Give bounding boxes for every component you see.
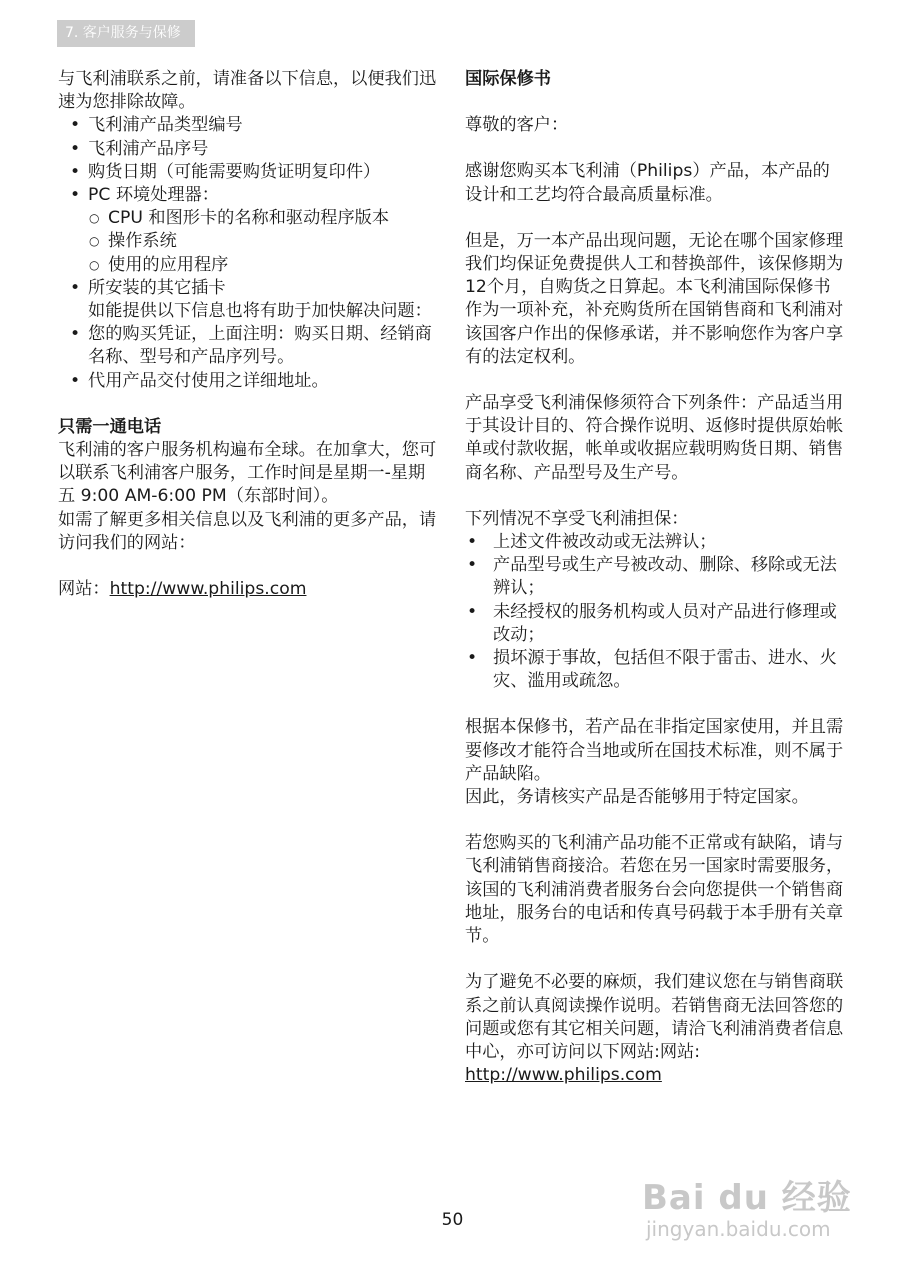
sub-list-item: ○ 操作系统 <box>58 230 442 253</box>
website-label: 网站： <box>58 579 110 600</box>
sub-list-item: ○ 使用的应用程序 <box>58 254 442 277</box>
paragraph: 为了避免不必要的麻烦，我们建议您在与销售商联系之前认真阅读操作说明。若销售商无法回答您的问题或您有其它相关问题，请洽飞利浦消费者信息中心，亦可访问以下网站:网站: http://www.philips.com <box>465 972 844 1086</box>
paragraph: 但是，万一本产品出现问题，无论在哪个国家修理我们均保证免费提供人工和替换部件，该保修期为12个月，自购货之日算起。本飞利浦国际保修书作为一项补充，补充购货所在国销售商和飞利浦对该国客户作出的保修承诺，并不影响您作为客户享有的法定权利。 <box>465 230 844 367</box>
pc-environment-label: PC 环境处理器： <box>88 185 219 206</box>
list-item <box>58 184 442 277</box>
phone-text: 飞利浦的客户服务机构遍布全球。在加拿大，您可以联系飞利浦客户服务，工作时间是星期一-星期五 9:00 AM-6:00 PM（东部时间）。 <box>58 440 437 507</box>
watermark-url: jingyan.baidu.com <box>646 1217 831 1241</box>
list-item: • 上述文件被改动或无法辨认； <box>465 531 845 554</box>
paragraph: 若您购买的飞利浦产品功能不正常或有缺陷，请与飞利浦销售商接洽。若您在另一国家时需要服务，该国的飞利浦消费者服务台会向您提供一个销售商地址，服务台的电话和传真号码载于本手册有关章节。 <box>465 833 844 947</box>
extra-info-text: 如能提供以下信息也将有助于加快解决问题： <box>88 301 432 322</box>
website-link[interactable]: http://www.philips.com <box>109 579 307 600</box>
more-info-text: 如需了解更多相关信息以及飞利浦的更多产品，请访问我们的网站： <box>58 509 437 553</box>
paragraph: 根据本保修书，若产品在非指定国家使用，并且需要修改才能符合当地或所在国技术标准，则不属于产品缺陷。 <box>465 717 844 784</box>
greeting: 尊敬的客户： <box>465 115 569 136</box>
exclusions-list <box>465 531 845 693</box>
list-item: • 代用产品交付使用之详细地址。 <box>58 370 442 393</box>
list-item <box>58 277 442 323</box>
exclusions-intro: 下列情况不享受飞利浦担保： <box>465 508 689 529</box>
list-item: • 飞利浦产品序号 <box>58 138 442 161</box>
list-item: • 您的购买凭证，上面注明：购买日期、经销商名称、型号和产品序列号。 <box>58 323 442 369</box>
cards-label: 所安装的其它插卡 <box>88 277 226 298</box>
section-tab <box>57 20 195 47</box>
list-item: • 损坏源于事故，包括但不限于雷击、进水、火灾、滥用或疏忽。 <box>465 647 845 693</box>
intro-text: 与飞利浦联系之前，请准备以下信息，以便我们迅速为您排除故障。 <box>58 69 437 113</box>
warranty-heading: 国际保修书 <box>465 69 551 89</box>
list-item: • 飞利浦产品类型编号 <box>58 114 442 137</box>
website-label: 网站: <box>659 1041 701 1062</box>
list-item: • 未经授权的服务机构或人员对产品进行修理或改动； <box>465 601 845 647</box>
paragraph: 产品享受飞利浦保修须符合下列条件：产品适当用于其设计目的、符合操作说明、返修时提供原始帐单或付款收据，帐单或收据应载明购货日期、销售商名称、产品型号及生产号。 <box>465 393 844 483</box>
website-link[interactable]: http://www.philips.com <box>465 1065 662 1086</box>
website-line <box>58 578 442 601</box>
right-column <box>465 68 845 1087</box>
paragraph: 感谢您购买本飞利浦（Philips）产品，本产品的设计和工艺均符合最高质量标准。 <box>465 161 830 205</box>
sub-list <box>58 207 442 277</box>
left-column <box>58 68 442 601</box>
list-item: • 购货日期（可能需要购货证明复印件） <box>58 161 442 184</box>
paragraph: 因此，务请核实产品是否能够用于特定国家。 <box>465 787 809 808</box>
watermark-logo: Bai du 经验 <box>642 1178 852 1218</box>
section-title: 7. 客户服务与保修 <box>65 25 181 41</box>
baidu-watermark <box>642 1170 852 1241</box>
info-list <box>58 114 442 392</box>
sub-list-item: ○ CPU 和图形卡的名称和驱动程序版本 <box>58 207 442 230</box>
list-item: • 产品型号或生产号被改动、删除、移除或无法辨认； <box>465 554 845 600</box>
phone-heading: 只需一通电话 <box>58 416 162 437</box>
page-number: 50 <box>441 1210 464 1230</box>
